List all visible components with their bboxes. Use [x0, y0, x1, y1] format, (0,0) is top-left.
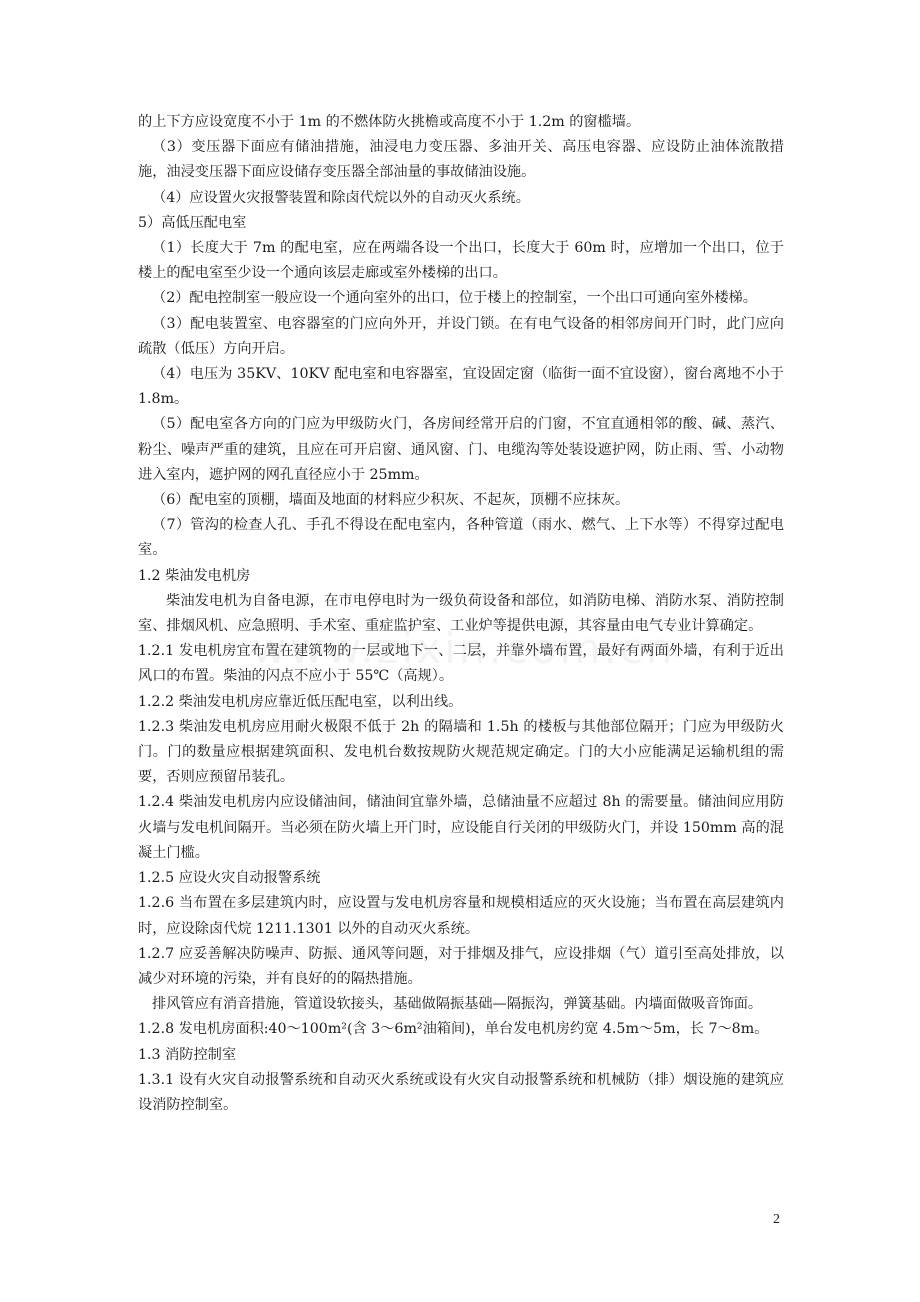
paragraph: （7）管沟的检查人孔、手孔不得设在配电室内，各种管道（雨水、燃气、上下水等）不得穿过配电室。 [138, 517, 784, 559]
paragraph: （5）配电室各方向的门应为甲级防火门，各房间经常开启的门窗，不宜直通相邻的酸、碱、蒸汽、粉尘、噪声严重的建筑，且应在可开启窗、通风窗、门、电缆沟等处装设遮护网，防止雨、雪、小动物进入室内，遮护网的网孔直径应小于 25mm。 [138, 416, 784, 483]
paragraph: 1.2.5 应设火灾自动报警系统 [138, 870, 321, 887]
paragraph: 1.2.6 当布置在多层建筑内时，应设置与发电机房容量和规模相适应的灭火设施；当布置在高层建筑内时，应设除卤代烷 1211.1301 以外的自动灭火系统。 [138, 895, 784, 937]
paragraph: 1.2.2 柴油发电机房应靠近低压配电室，以利出线。 [138, 693, 463, 710]
paragraph: 1.2.7 应妥善解决防噪声、防振、通风等问题，对于排烟及排气，应设排烟（气）道引至高处排放，以减少对环境的污染，并有良好的的隔热措施。 [138, 945, 784, 987]
paragraph: 排风管应有消音措施，管道设软接头，基础做隔振基础—隔振沟，弹簧基础。内墙面做吸音饰面。 [152, 996, 763, 1013]
page-number: 2 [773, 1212, 780, 1227]
document-body [138, 110, 784, 1118]
paragraph: （3）变压器下面应有储油措施，油浸电力变压器、多油开关、高压电容器、应设防止油体流散措施，油浸变压器下面应设储存变压器全部油量的事故储油设施。 [138, 139, 784, 181]
paragraph: 1.2.4 柴油发电机房内应设储油间，储油间宜靠外墙，总储油量不应超过 8h 的需要量。储油间应用防火墙与发电机间隔开。当必须在防火墙上开门时，应设能自行关闭的甲级防火门，并设 150mm 高的混凝土门槛。 [138, 794, 784, 861]
paragraph: （4）电压为 35KV、10KV 配电室和电容器室，宜设固定窗（临街一面不宜设窗），窗台离地不小于 1.8m。 [138, 366, 784, 408]
paragraph: 5）高低压配电室 [138, 214, 247, 231]
paragraph: （2）配电控制室一般应设一个通向室外的出口，位于楼上的控制室，一个出口可通向室外楼梯。 [152, 290, 757, 307]
paragraph: （3）配电装置室、电容器室的门应向外开，并设门锁。在有电气设备的相邻房间开门时，此门应向疏散（低压）方向开启。 [138, 315, 784, 357]
paragraph: （4）应设置火灾报警装置和除卤代烷以外的自动灭火系统。 [152, 189, 530, 206]
paragraph: （6）配电室的顶棚，墙面及地面的材料应少积灰、不起灰，顶棚不应抹灰。 [152, 492, 630, 509]
paragraph: 1.2.8 发电机房面积:40～100m²(含 3～6m²油箱间)，单台发电机房约宽 4.5m～5m，长 7～8m。 [138, 1021, 769, 1038]
paragraph: 1.2 柴油发电机房 [138, 567, 251, 584]
paragraph: 1.3.1 设有火灾自动报警系统和自动灭火系统或设有火灾自动报警系统和机械防（排）烟设施的建筑应设消防控制室。 [138, 1071, 784, 1113]
paragraph: 柴油发电机为自备电源，在市电停电时为一级负荷设备和部位，如消防电梯、消防水泵、消防控制室、排烟风机、应急照明、手术室、重症监护室、工业炉等提供电源，其容量由电气专业计算确定。 [138, 592, 784, 635]
paragraph: 的上下方应设宽度不小于 1m 的不燃体防火挑檐或高度不小于 1.2m 的窗槛墙。 [138, 114, 641, 130]
paragraph: 1.3 消防控制室 [138, 1046, 237, 1063]
paragraph: （1）长度大于 7m 的配电室，应在两端各设一个出口，长度大于 60m 时，应增加一个出口，位于楼上的配电室至少设一个通向该层走廊或室外楼梯的出口。 [138, 240, 784, 282]
paragraph: 1.2.3 柴油发电机房应用耐火极限不低于 2h 的隔墙和 1.5h 的楼板与其他部位隔开；门应为甲级防火门。门的数量应根据建筑面积、发电机台数按规防火规范规定确定。门的大小应能满足运输机组的需要，否则应预留吊装孔。 [138, 718, 784, 786]
paragraph: 1.2.1 发电机房宜布置在建筑物的一层或地下一、二层，并靠外墙布置，最好有两面外墙，有利于近出风口的布置。柴油的闪点不应小于 55℃（高规）。 [138, 643, 784, 685]
